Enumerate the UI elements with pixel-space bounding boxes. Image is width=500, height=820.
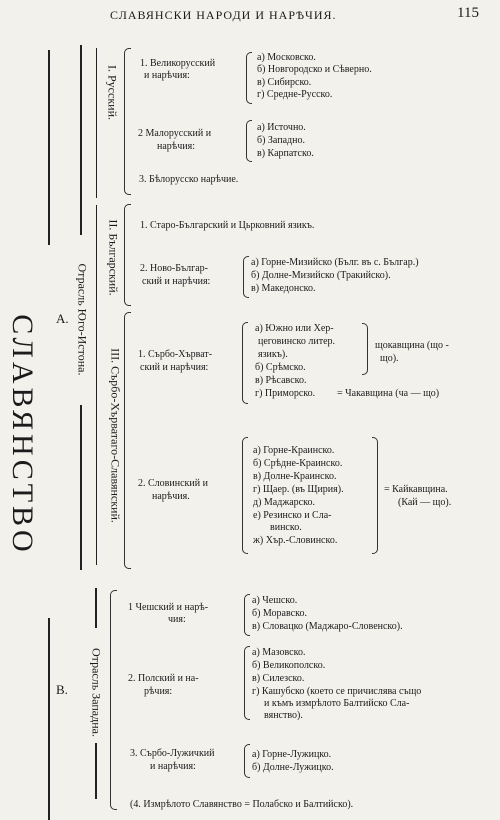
russian-sub2-item-c: в) Карпатско. <box>257 148 314 159</box>
russian-sub1-item-c: в) Сибирско. <box>257 77 312 88</box>
group-serbocroatian-line <box>96 310 97 565</box>
west-sub3-line2: и нарѣчия: <box>150 761 196 772</box>
serbocroatian-sub1-brace <box>242 322 248 404</box>
running-header: СЛАВЯНСКИ НАРОДИ И НАРѢЧИЯ. <box>110 8 337 22</box>
russian-sub1-item-b: б) Новгородско и Сѣверно. <box>257 64 372 75</box>
west-sub1-item-b: б) Моравско. <box>252 608 307 619</box>
west-sub1-line1: 1 Чешский и нарѣ- <box>128 602 209 613</box>
serbocroatian-sub1-line2: ский и нарѣчия: <box>140 362 209 373</box>
serbocroatian-sub2-item-g: ж) Хър.-Словинско. <box>253 535 338 546</box>
serbocroatian-sub1-item-c: в) Рѣсавско. <box>255 375 307 386</box>
west-sub1-item-a: а) Чешско. <box>252 595 298 606</box>
west-sub2-item-b: б) Великополско. <box>252 660 326 671</box>
russian-sub2-line1: 2 Малорусский и <box>138 128 212 139</box>
russian-sub1-item-d: г) Средне-Русско. <box>257 89 333 100</box>
serbocroatian-sub2-item-f2: винско. <box>270 522 302 533</box>
branch-a-letter: A. <box>56 311 69 326</box>
russian-sub1-brace <box>246 52 252 104</box>
russian-sub2-line2: нарѣчия: <box>157 141 195 152</box>
group-bulgarian-line <box>96 205 97 310</box>
serbocroatian-sub1-item-b: б) Срѣмско. <box>255 362 306 373</box>
spine-line-bottom <box>48 618 50 820</box>
branch-b-line-bottom <box>95 743 97 799</box>
west-sub2-item-d1: г) Кашубско (което се причислява също <box>252 686 422 697</box>
serbocroatian-sub2-item-e: д) Маджарско. <box>253 497 315 508</box>
west-sub3-line1: 3. Сърбо-Лужичкий <box>130 748 215 759</box>
serbocroatian-sub1-item-a1: а) Южно или Хер- <box>255 323 334 334</box>
serbocroatian-sub2-item-c: в) Долне-Краинско. <box>253 471 337 482</box>
serbocroatian-sub1-note-line1: щокавщина (що - <box>375 340 449 351</box>
bulgarian-sub2-brace <box>243 256 249 298</box>
group-russian-line <box>96 48 97 198</box>
group-bulgarian-brace <box>124 204 131 306</box>
group-russian-label: I. Русский. <box>105 65 120 120</box>
group-serbocroatian-label: III. Сърбо-Хърватаго-Славянский. <box>108 348 123 523</box>
russian-sub1-item-a: а) Московско. <box>257 52 316 63</box>
branch-b-line-top <box>95 588 97 628</box>
branch-b-brace <box>110 590 117 810</box>
group-bulgarian-label: II. Българский. <box>106 219 121 296</box>
west-sub2-item-d2: и къмъ измрѣлото Балтийско Сла- <box>264 698 410 709</box>
west-sub1-item-c: в) Словацко (Маджаро-Словенско). <box>252 621 403 632</box>
russian-sub2-brace <box>246 120 252 162</box>
spine-word: СЛАВЯНСТВО <box>6 314 39 556</box>
serbocroatian-sub2-brace <box>242 437 248 554</box>
serbocroatian-sub1-item-a2: цеговинско литер. <box>258 336 336 347</box>
west-sub1-line2: чия: <box>168 614 186 625</box>
branch-b-name: Отрасль Западна. <box>89 648 104 737</box>
russian-sub2-item-b: б) Западно. <box>257 135 305 146</box>
bulgarian-sub2-line1: 2. Ново-Българ- <box>140 263 208 274</box>
west-sub2-line2: рѣчия: <box>144 686 173 697</box>
serbocroatian-sub2-item-d: г) Щаер. (въ Щирия). <box>253 484 344 495</box>
branch-a-name: Отрасль Юго-Истона. <box>75 263 90 376</box>
group-russian-brace <box>124 48 131 195</box>
serbocroatian-sub2-note-line2: (Кай — що). <box>398 497 452 508</box>
serbocroatian-sub1-item-a3: язикъ). <box>258 349 288 360</box>
bulgarian-sub2-item-b: б) Долне-Мизийско (Тракийско). <box>251 270 391 281</box>
serbocroatian-sub1-rbrace <box>362 323 368 375</box>
west-sub2-brace <box>244 646 250 720</box>
west-sub2-item-c: в) Силезско. <box>252 673 305 684</box>
serbocroatian-sub1-line1: 1. Сърбо-Хърват- <box>138 349 213 360</box>
serbocroatian-sub2-line2: нарѣчия. <box>152 491 190 502</box>
west-sub4: (4. Измрѣлото Славянство = Полабско и Балтийско). <box>130 799 354 810</box>
serbocroatian-sub2-item-a: а) Горне-Краинско. <box>253 445 335 456</box>
russian-sub2-item-a: а) Источно. <box>257 122 306 133</box>
serbocroatian-sub2-rbrace <box>372 437 378 554</box>
bulgarian-sub2-item-c: в) Македонско. <box>251 283 316 294</box>
serbocroatian-sub1-extra-note: = Чакавщина (ча — що) <box>337 388 440 399</box>
russian-sub1-line2: и нарѣчия: <box>144 70 190 81</box>
serbocroatian-sub2-item-b: б) Срѣдне-Краинско. <box>253 458 343 469</box>
russian-sub1-line1: 1. Великорусский <box>140 58 216 69</box>
west-sub3-brace <box>244 744 250 778</box>
branch-a-line-top <box>80 45 82 235</box>
spine-line-top <box>48 50 50 245</box>
bulgarian-sub2-line2: ский и нарѣчия: <box>142 276 211 287</box>
page-number: 115 <box>457 5 479 21</box>
west-sub2-item-a: а) Мазовско. <box>252 647 306 658</box>
west-sub3-item-a: а) Горне-Лужицко. <box>252 749 332 760</box>
west-sub3-item-b: б) Долне-Лужицко. <box>252 762 334 773</box>
west-sub2-item-d3: вянство). <box>264 710 303 721</box>
serbocroatian-sub2-note-line1: = Кайкавщина. <box>384 484 448 495</box>
group-serbocroatian-brace <box>124 312 131 569</box>
west-sub2-line1: 2. Полский и на- <box>128 673 199 684</box>
russian-sub3: 3. Бѣлорусско нарѣчие. <box>139 174 239 185</box>
branch-a-line-bottom <box>80 405 82 570</box>
serbocroatian-sub2-item-f1: е) Резинско и Сла- <box>253 510 332 521</box>
serbocroatian-sub1-item-d: г) Приморско. <box>255 388 316 399</box>
bulgarian-sub2-item-a: а) Горне-Мизийско (Бълг. въ с. Българ.) <box>251 257 419 268</box>
bulgarian-sub1: 1. Старо-Българский и Цьрковний язикъ. <box>140 220 315 231</box>
west-sub1-brace <box>244 594 250 636</box>
branch-b-letter: B. <box>56 682 68 697</box>
serbocroatian-sub2-line1: 2. Словинский и <box>138 478 208 489</box>
serbocroatian-sub1-note-line2: що). <box>380 353 399 364</box>
